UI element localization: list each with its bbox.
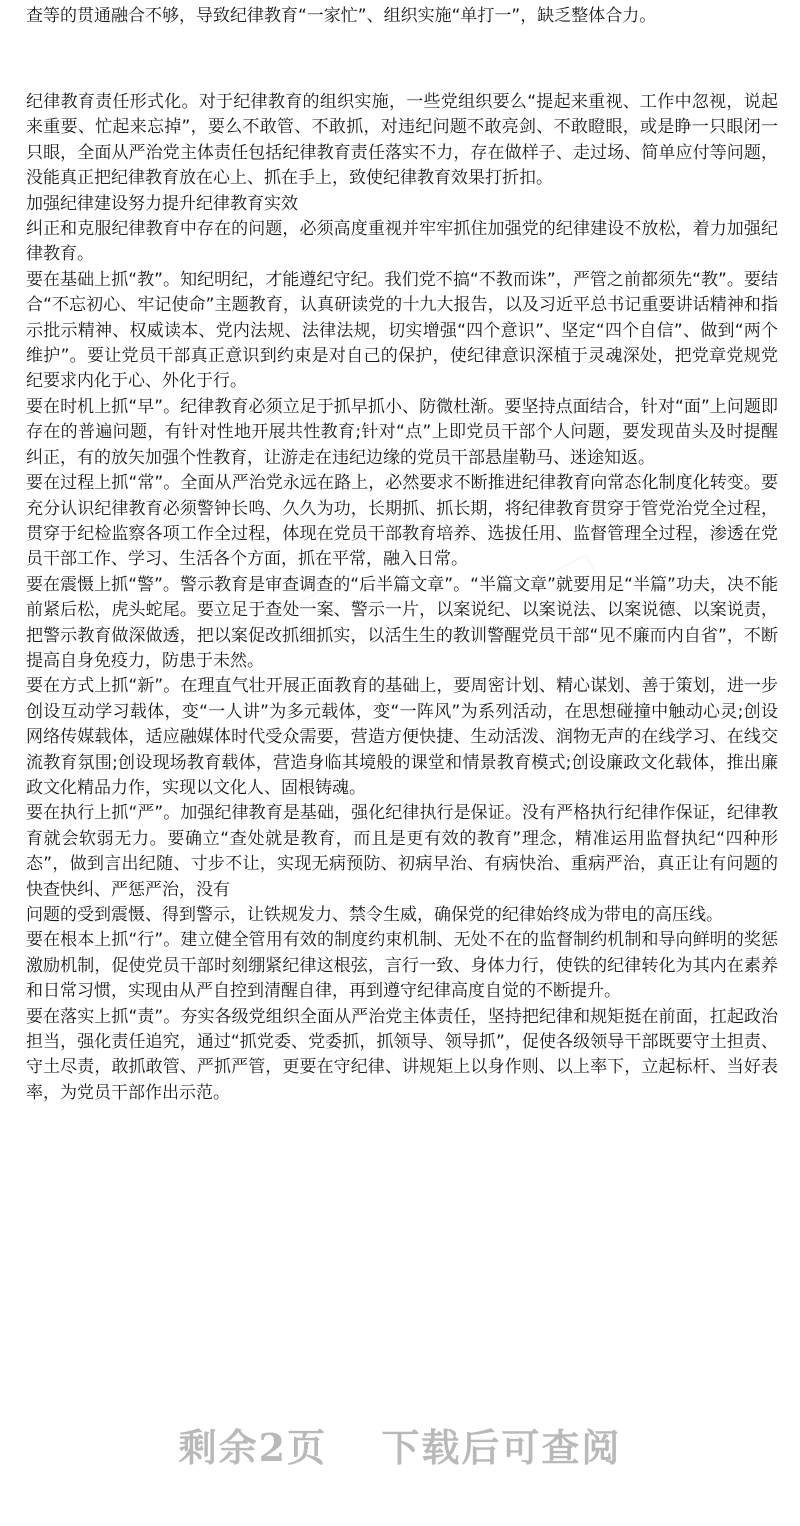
paragraph-ze: 要在落实上抓“责”。夯实各级党组织全面从严治党主体责任，坚持把纪律和规矩挺在前面，扛起政治担当，强化责任追究，通过“抓党委、党委抓，抓领导、领导抓”，促使各级领导干部既要守土担责、守土尽责，敢抓敢管、严抓严管，更要在守纪律、讲规矩上以身作则、以上率下，立起标杆、当好表率，为党员干部作出示范。 xyxy=(26,1006,778,1103)
paragraph-yan-continued: 问题的受到震慑、得到警示，让铁规发力、禁令生威，确保党的纪律始终成为带电的高压线。 xyxy=(26,905,723,925)
paragraph-yan: 要在执行上抓“严”。加强纪律教育是基础，强化纪律执行是保证。没有严格执行纪律作保证，纪律教育就会软弱无力。要确立“查处就是教育，而且是更有效的教育”理念，精准运用监督执纪“四种形态”，做到言出纪随、寸步不让，实现无病预防、初病早治、有病快治、重病严治，真正让有问题的快查快纠、严惩严治，没有 xyxy=(26,803,778,900)
paragraph-xin: 要在方式上抓“新”。在理直气壮开展正面教育的基础上，要周密计划、精心谋划、善于策划，进一步创设互动学习载体，变“一人讲”为多元载体，变“一阵风”为系列活动，在思想碰撞中触动心灵;创设网络传媒载体，适应融媒体时代受众需要，营造方便快捷、生动活泼、润物无声的在线学习、在线交流教育氛围;创设现场教育载体，营造身临其境般的课堂和情景教育模式;创设廉政文化载体，推出廉政文化精品力作，实现以文化人、固根铸魂。 xyxy=(26,676,778,798)
paragraph-responsibility-formalism: 纪律教育责任形式化。对于纪律教育的组织实施，一些党组织要么“提起来重视、工作中忽视，说起来重要、忙起来忘掉”，要么不敢管、不敢抓，对违纪问题不敢亮剑、不敢瞪眼，或是睁一只眼闭一只眼，全面从严治党主体责任包括纪律教育责任落实不力，存在做样子、走过场、简单应付等问题，没能真正把纪律教育放在心上、抓在手上，致使纪律教育效果打折扣。 xyxy=(26,92,778,189)
top-fragment-text: 查等的贯通融合不够，导致纪律教育“一家忙”、组织实施“单打一”，缺乏整体合力。 xyxy=(26,6,657,26)
paragraph-xing: 要在根本上抓“行”。建立健全管用有效的制度约束机制、无处不在的监督制约机制和导向鲜明的奖惩激励机制，促使党员干部时刻绷紧纪律这根弦，言行一致、身体力行，使铁的纪律转化为其内在素养和日常习惯，实现由从严自控到清醒自律，再到遵守纪律高度自觉的不断提升。 xyxy=(26,930,778,1002)
section-heading: 加强纪律建设努力提升纪律教育实效 xyxy=(26,193,298,214)
paragraph-chang: 要在过程上抓“常”。全面从严治党永远在路上，必然要求不断推进纪律教育向常态化制度化转变。要充分认识纪律教育必须警钟长鸣、久久为功，长期抓、抓长期，将纪律教育贯穿于管党治党全过程，贯穿于纪检监察各项工作全过程，体现在党员干部教育培养、选拔任用、监督管理全过程，渗透在党员干部工作、学习、生活各个方面，抓在平常，融入日常。 xyxy=(26,473,778,570)
paragraph-jing: 要在震慑上抓“警”。警示教育是审查调查的“后半篇文章”。“半篇文章”就要用足“半篇”功夫，决不能前紧后松，虎头蛇尾。要立足于查处一案、警示一片，以案说纪、以案说法、以案说德、以案说责，把警示教育做深做透，把以案促改抓细抓实，以活生生的教训警醒党员干部“见不廉而内自省”，不断提高自身免疫力，防患于未然。 xyxy=(26,574,778,671)
paragraph-intro: 纠正和克服纪律教育中存在的问题，必须高度重视并牢牢抓住加强党的纪律建设不放松，着力加强纪律教育。 xyxy=(26,219,778,265)
download-prompt[interactable] xyxy=(0,1418,800,1498)
paragraph-zao: 要在时机上抓“早”。纪律教育必须立足于抓早抓小、防微杜渐。要坚持点面结合，针对“面”上问题即存在的普遍问题，有针对性地开展共性教育;针对“点”上即党员干部个人问题，要发现苗头及时提醒纠正，有的放矢加强个性教育，让游走在违纪边缘的党员干部悬崖勒马、迷途知返。 xyxy=(26,396,778,468)
download-to-view-text: 下载后可查阅 xyxy=(381,1425,622,1470)
document-body xyxy=(26,90,778,1106)
remaining-pages-text: 剩余2页 xyxy=(178,1425,328,1470)
paragraph-jiao: 要在基础上抓“教”。知纪明纪，才能遵纪守纪。我们党不搞“不教而诛”，严管之前都须先“教”。要结合“不忘初心、牢记使命”主题教育，认真研读党的十九大报告，以及习近平总书记重要讲话精神和指示批示精神、权威读本、党内法规、法律法规，切实增强“四个意识”、坚定“四个自信”、做到“两个维护”。要让党员干部真正意识到约束是对自己的保护，使纪律意识深植于灵魂深处，把党章党规党纪要求内化于心、外化于行。 xyxy=(26,269,778,392)
top-fragment-block xyxy=(26,4,778,29)
